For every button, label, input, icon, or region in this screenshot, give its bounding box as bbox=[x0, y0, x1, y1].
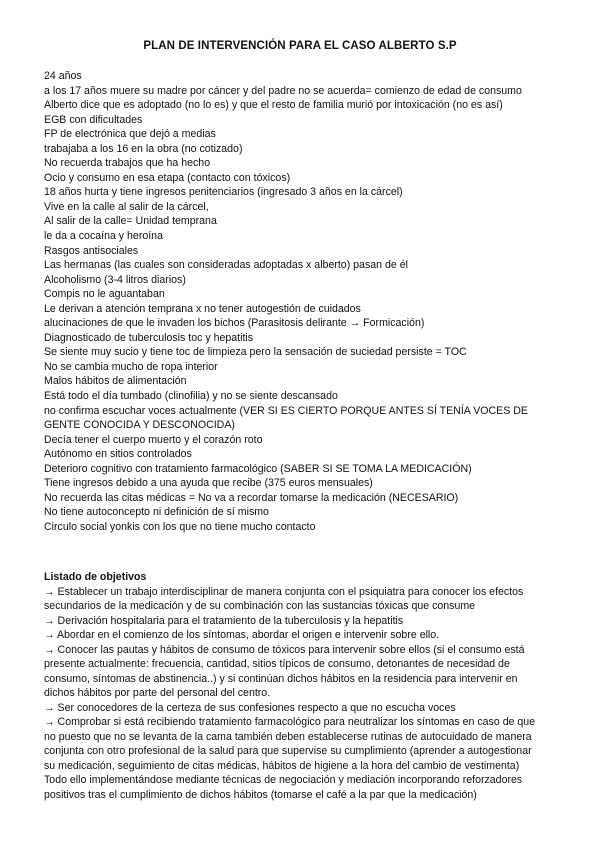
objective-line: → Conocer las pautas y hábitos de consumo de tóxicos para intervenir sobre ellos (si el consumo está bbox=[44, 643, 525, 656]
note-line: trabajaba a los 16 en la obra (no cotizado) bbox=[44, 142, 243, 155]
objective-line: → Abordar en el comienzo de los síntomas, abordar el origen e intervenir sobre ello. bbox=[44, 629, 440, 641]
note-line: Tiene ingresos debido a una ayuda que recibe (375 euros mensuales) bbox=[44, 477, 373, 490]
note-line: Las hermanas (las cuales son consideradas adoptadas x alberto) pasan de él bbox=[44, 259, 408, 272]
note-line: Autónomo en sitios controlados bbox=[44, 448, 192, 461]
objectives-section bbox=[44, 570, 584, 802]
note-line: Deterioro cognitivo con tratamiento farmacológico (SABER SI SE TOMA LA MEDICACIÓN) bbox=[44, 462, 472, 475]
note-line: 18 años hurta y tiene ingresos penitenciarios (ingresado 3 años en la cárcel) bbox=[44, 186, 403, 199]
objective-line: su medicación, seguimiento de citas médicas, hábitos de higiene a la hora del cambio de vestimenta) bbox=[44, 759, 520, 772]
objective-line: → Establecer un trabajo interdisciplinar de manera conjunta con el psiquiatra para conocer los efectos bbox=[44, 585, 524, 598]
objective-line: positivos tras el cumplimiento de dichos hábitos (tomarse el café a la par que la medicación) bbox=[44, 788, 477, 801]
objective-line: secundarios de la medicación y de su combinación con las sustancias tóxicas que consume bbox=[44, 600, 476, 612]
objectives-heading: Listado de objetivos bbox=[44, 571, 147, 583]
note-line: Decía tener el cuerpo muerto y el corazón roto bbox=[44, 433, 263, 446]
note-line: Diagnosticado de tuberculosis toc y hepatitis bbox=[44, 331, 254, 344]
note-line: No recuerda las citas médicas = No va a recordar tomarse la medicación (NECESARIO) bbox=[44, 491, 459, 504]
note-line: le da a cocaína y heroína bbox=[44, 230, 163, 243]
note-line: Se siente muy sucio y tiene toc de limpieza pero la sensación de suciedad persiste = TOC bbox=[44, 346, 467, 359]
objective-line: consumo, síntomas de abstinencia..) y si continúan dichos hábitos en la residencia para intervenir en bbox=[44, 672, 518, 685]
note-line: Le derivan a atención temprana x no tener autogestión de cuidados bbox=[44, 302, 361, 315]
note-line: 24 años bbox=[44, 70, 82, 82]
objective-line: conjunta con otro profesional de la salud para que supervise su cumplimiento (aprender a autogestionar bbox=[44, 745, 532, 757]
note-line: alucinaciones de que le invaden los bichos (Parasitosis delirante → Formicación) bbox=[44, 317, 425, 330]
note-line: Malos hábitos de alimentación bbox=[44, 375, 187, 388]
note-line: FP de electrónica que dejó a medias bbox=[44, 128, 216, 141]
note-line: Ocio y consumo en esa etapa (contacto con tóxicos) bbox=[44, 171, 291, 184]
objective-line: → Ser conocedores de la certeza de sus confesiones respecto a que no escucha voces bbox=[44, 701, 456, 714]
note-line: Está todo el día tumbado (clinofilia) y no se siente descansado bbox=[44, 390, 338, 403]
case-notes bbox=[44, 69, 574, 535]
note-line: No se cambia mucho de ropa interior bbox=[44, 360, 218, 373]
note-line: EGB con dificultades bbox=[44, 113, 143, 126]
note-line: Vive en la calle al salir de la cárcel, bbox=[44, 200, 209, 213]
note-line: No recuerda trabajos que ha hecho bbox=[44, 157, 211, 170]
note-line: Al salir de la calle= Unidad temprana bbox=[44, 215, 217, 228]
note-line: Alcoholismo (3-4 litros diarios) bbox=[44, 273, 186, 286]
objective-line: dichos hábitos por parte del personal del centro. bbox=[44, 687, 271, 699]
note-line: No tiene autoconcepto ni definición de sí mismo bbox=[44, 506, 269, 519]
note-line: GENTE CONOCIDA Y DESCONOCIDA) bbox=[44, 419, 235, 432]
note-line: no confirma escuchar voces actualmente (VER SI ES CIERTO PORQUE ANTES SÍ TENÍA VOCES DE bbox=[44, 404, 528, 417]
note-line: Circulo social yonkis con los que no tiene mucho contacto bbox=[44, 520, 316, 533]
objective-line: → Derivación hospitalaria para el tratamiento de la tuberculosis y la hepatitis bbox=[44, 614, 404, 627]
objective-line: presente actualmente: frecuencia, cantidad, sitios típicos de consumo, detonantes de necesidad de bbox=[44, 658, 510, 670]
note-line: a los 17 años muere su madre por cáncer y del padre no se acuerda= comienzo de edad de consumo bbox=[44, 84, 522, 97]
objective-line: no puesto que no se levanta de la cama también deben establecerse rutinas de autocuidado de manera bbox=[44, 730, 532, 743]
note-line: Compis no le aguantaban bbox=[44, 288, 165, 301]
document-title: PLAN DE INTERVENCIÓN PARA EL CASO ALBERTO S.P bbox=[143, 40, 457, 52]
objective-line: Todo ello implementándose mediante técnicas de negociación y mediación incorporando reforzadores bbox=[44, 774, 523, 786]
objective-line: → Comprobar si está recibiendo tratamiento farmacológico para neutralizar los síntomas en caso de que bbox=[44, 716, 536, 728]
note-line: Rasgos antisociales bbox=[44, 244, 139, 257]
note-line: Alberto dice que es adoptado (no lo es) y que el resto de familia murió por intoxicación (no es así) bbox=[44, 99, 503, 112]
